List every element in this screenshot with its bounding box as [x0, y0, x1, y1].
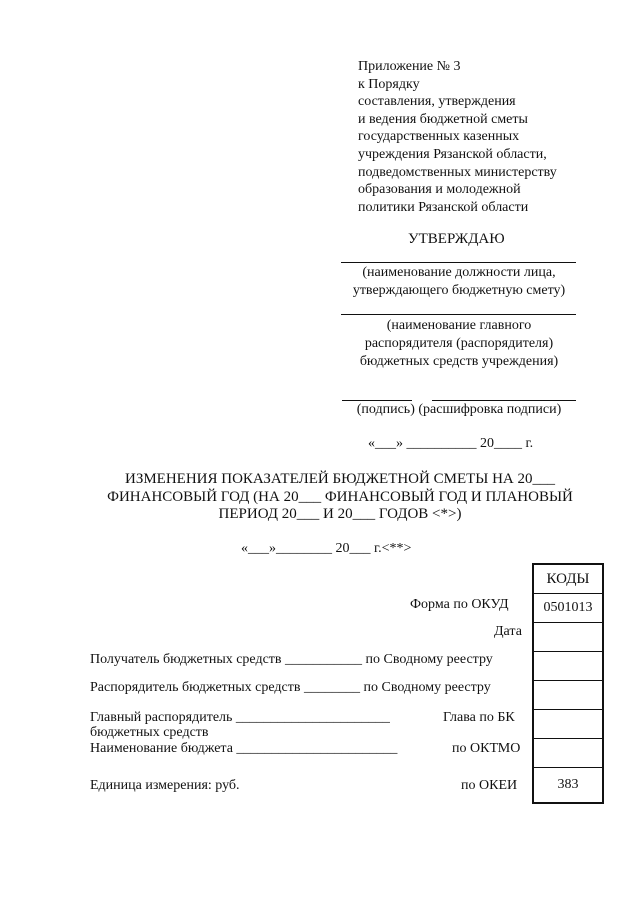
position-caption-line: (наименование должности лица,	[362, 265, 556, 280]
oktmo-label: по ОКТМО	[452, 741, 521, 756]
organization-caption-line: бюджетных средств учреждения)	[359, 354, 559, 369]
appendix-line: политики Рязанской области	[358, 199, 529, 215]
recipient-code	[534, 651, 602, 680]
position-caption	[335, 264, 583, 300]
organization-caption	[335, 317, 583, 371]
appendix-line: образования и молодежной	[358, 182, 521, 198]
okud-code: 0501013	[534, 593, 602, 622]
distributor-code	[534, 680, 602, 709]
recipient-label: Получатель бюджетных средств ___________ по Сводному реестру	[90, 652, 493, 667]
organization-caption-line: (наименование главного	[386, 318, 532, 333]
organization-line	[341, 314, 576, 315]
organization-caption-line: распорядителя (распорядителя)	[364, 336, 554, 351]
date-code	[534, 622, 602, 651]
position-signature-line	[341, 262, 576, 263]
chief-distributor-label: Главный распорядитель ______________________	[90, 710, 390, 725]
approval-date: «___» __________ 20____ г.	[368, 436, 534, 451]
signature-caption: (подпись) (расшифровка подписи)	[356, 402, 562, 417]
okud-label: Форма по ОКУД	[410, 597, 509, 612]
oktmo-code	[534, 738, 602, 767]
okei-label: по ОКЕИ	[461, 778, 518, 793]
chapter-label: Глава по БК	[443, 710, 515, 725]
position-caption-line: утверждающего бюджетную смету)	[352, 283, 566, 298]
appendix-line: учреждения Рязанской области,	[358, 146, 547, 162]
appendix-line: к Порядку	[358, 76, 420, 92]
document-date: «___»________ 20___ г.<**>	[241, 541, 412, 556]
title-line: ИЗМЕНЕНИЯ ПОКАЗАТЕЛЕЙ БЮДЖЕТНОЙ СМЕТЫ НА 20___	[124, 471, 556, 487]
distributor-label: Распорядитель бюджетных средств ________ по Сводному реестру	[90, 680, 491, 695]
okei-code: 383	[534, 767, 602, 802]
codes-table	[532, 563, 604, 804]
chapter-code	[534, 709, 602, 738]
title-line: ПЕРИОД 20___ И 20___ ГОДОВ <*>)	[218, 506, 462, 522]
appendix-line: Приложение № 3	[358, 59, 461, 74]
date-label: Дата	[494, 624, 522, 639]
title-line: ФИНАНСОВЫЙ ГОД (НА 20___ ФИНАНСОВЫЙ ГОД И ПЛАНОВЫЙ	[107, 488, 573, 505]
budget-name-label: Наименование бюджета _______________________	[90, 741, 398, 756]
chief-distributor-label-2: бюджетных средств	[90, 725, 209, 740]
unit-label: Единица измерения: руб.	[90, 778, 240, 793]
appendix-line: подведомственных министерству	[358, 164, 557, 180]
codes-header: КОДЫ	[546, 571, 590, 587]
appendix-line: и ведения бюджетной сметы	[358, 111, 528, 127]
appendix-line: составления, утверждения	[358, 94, 516, 110]
appendix-note	[358, 58, 557, 216]
document-title	[100, 471, 580, 524]
appendix-line: государственных казенных	[358, 129, 520, 145]
approve-heading: УТВЕРЖДАЮ	[408, 231, 505, 247]
